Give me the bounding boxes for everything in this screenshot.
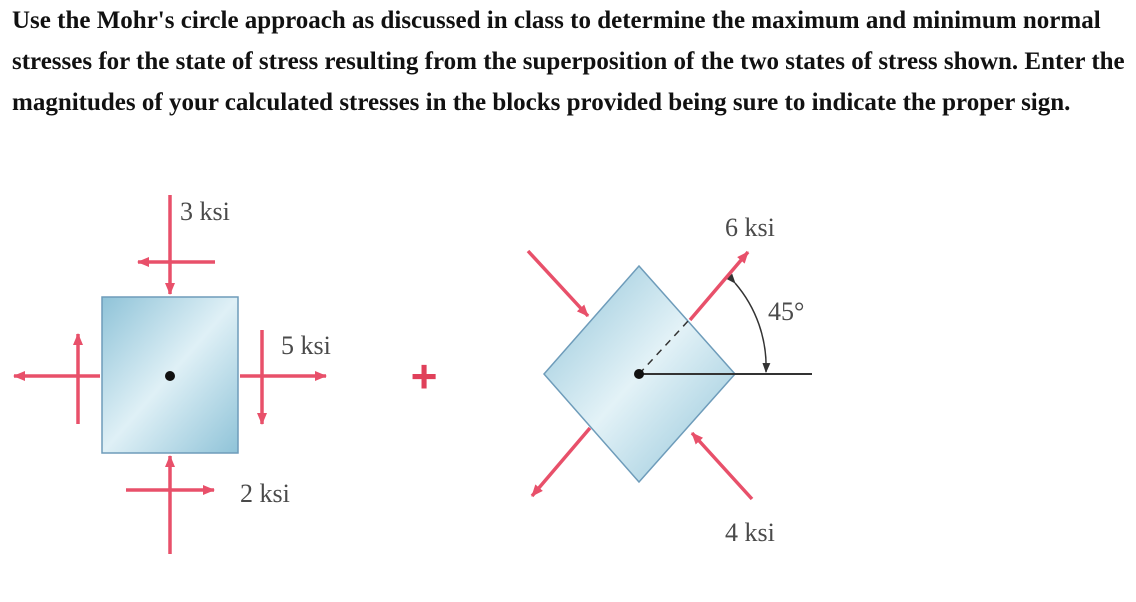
right-stress-element [528,213,812,547]
plus-sign: + [410,350,438,402]
label-4ksi: 4 ksi [725,518,775,547]
label-2ksi: 2 ksi [240,479,290,508]
left-stress-element [14,195,331,554]
upper-right-tension-arrow [690,252,748,320]
problem-statement: Use the Mohr's circle approach as discussed in class to determine the maximum and minimum normal stresses for the state of stress resulting from the superposition of the two states of stress shown. Enter the magnitudes of your calculated stresses in the blocks provided being sure to indicate the proper sign. [12,7,1125,116]
lower-left-tension-arrow [532,428,590,496]
label-3ksi: 3 ksi [180,197,230,226]
label-6ksi: 6 ksi [725,213,775,242]
angle-arc [735,283,766,372]
upper-left-compression-arrow [528,251,588,316]
label-5ksi: 5 ksi [281,331,331,360]
lower-right-compression-arrow [692,433,752,499]
label-45deg: 45° [768,297,805,326]
right-center-dot [634,369,644,379]
left-center-dot [165,371,175,381]
